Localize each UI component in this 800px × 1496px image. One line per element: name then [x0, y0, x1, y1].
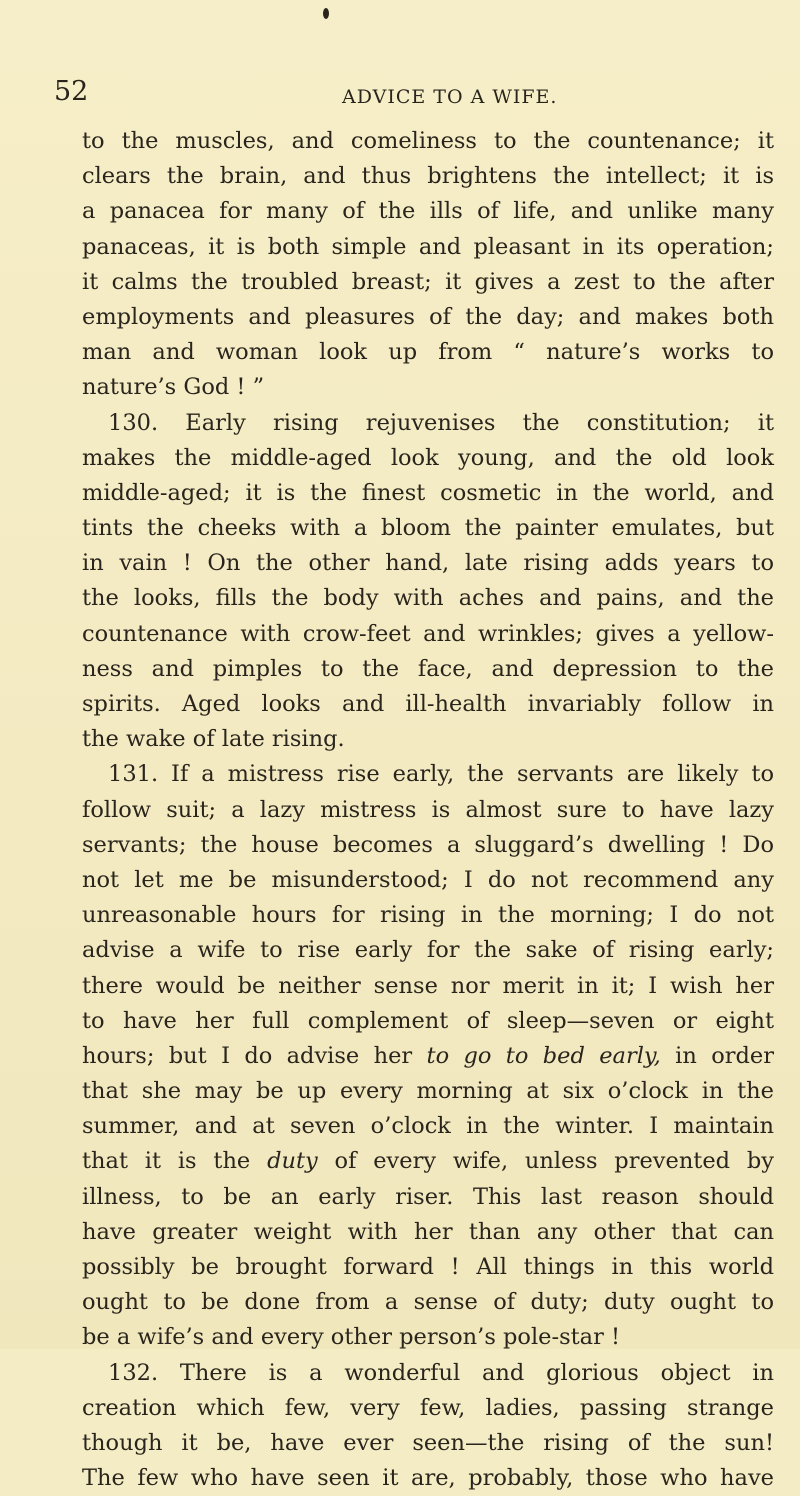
running-title: ADVICE TO A WIFE. — [342, 86, 558, 108]
text-line: it calms the troubled breast; it gives a zest to the after — [82, 268, 774, 295]
text-line: spirits. Aged looks and ill-health invariably follow in — [82, 691, 774, 717]
text-line: the looks, fills the body with aches and pains, and the — [82, 585, 774, 612]
text-line: ought to be done from a sense of duty; duty ought to — [82, 1289, 774, 1316]
text-line: nature’s God ! ” — [82, 374, 265, 401]
text-line: tints the cheeks with a bloom the painter emulates, but — [82, 515, 774, 542]
text-line: that she may be up every morning at six o’clock in the — [82, 1078, 774, 1105]
text-line: there would be neither sense nor merit in it; I wish her — [82, 972, 774, 999]
paragraph-130-start: 130. Early rising rejuvenises the constitution; it — [108, 409, 774, 436]
text-line: The few who have seen it are, probably, those who have — [82, 1465, 774, 1492]
text-line: man and woman look up from “ nature’s works to — [82, 339, 774, 366]
text-line: possibly be brought forward ! All things in this world — [82, 1254, 774, 1280]
text-line: ness and pimples to the face, and depression to the — [82, 655, 774, 682]
text-line: makes the middle-aged look young, and the old look — [82, 444, 774, 471]
text-line: creation which few, very few, ladies, passing strange — [82, 1394, 774, 1421]
text-line: to the muscles, and comeliness to the countenance; it — [82, 128, 774, 154]
text-line: panaceas, it is both simple and pleasant in its operation; — [82, 233, 774, 260]
text-line: have greater weight with her than any other that can — [82, 1218, 774, 1245]
italic-phrase: to go to bed early, — [426, 1042, 661, 1069]
text-line: hours; but I do advise her to go to bed early, in order — [82, 1042, 774, 1069]
text-line: servants; the house becomes a sluggard’s dwelling ! Do — [82, 831, 774, 858]
text-line: follow suit; a lazy mistress is almost sure to have lazy — [82, 796, 774, 823]
text-line: clears the brain, and thus brightens the intellect; it is — [82, 163, 774, 190]
body-text — [82, 124, 774, 1496]
text-line: middle-aged; it is the finest cosmetic in the world, and — [82, 479, 774, 506]
text-line: countenance with crow-feet and wrinkles; gives a yellow- — [82, 620, 774, 647]
text-line: unreasonable hours for rising in the morning; I do not — [82, 902, 774, 929]
paragraph-131-start: 131. If a mistress rise early, the servants are likely to — [108, 761, 774, 788]
text-line: advise a wife to rise early for the sake of rising early; — [82, 937, 774, 964]
text-line: the wake of late rising. — [82, 726, 345, 753]
italic-word: duty — [267, 1148, 318, 1175]
text-line: in vain ! On the other hand, late rising adds years to — [82, 550, 774, 577]
text-line: be a wife’s and every other person’s pole-star ! — [82, 1324, 621, 1351]
ink-speck — [323, 8, 329, 19]
paragraph-132-start: 132. There is a wonderful and glorious object in — [108, 1359, 774, 1386]
page-number: 52 — [54, 76, 89, 107]
text-line: to have her full complement of sleep—seven or eight — [82, 1007, 774, 1034]
text-line: a panacea for many of the ills of life, and unlike many — [82, 198, 774, 225]
text-line: though it be, have ever seen—the rising of the sun! — [82, 1429, 774, 1456]
text-line: employments and pleasures of the day; and makes both — [82, 303, 774, 330]
text-line: summer, and at seven o’clock in the winter. I maintain — [82, 1113, 774, 1140]
text-line: illness, to be an early riser. This last reason should — [82, 1183, 774, 1210]
text-line: that it is the duty of every wife, unless prevented by — [82, 1148, 774, 1175]
text-line: not let me be misunderstood; I do not recommend any — [82, 866, 774, 893]
